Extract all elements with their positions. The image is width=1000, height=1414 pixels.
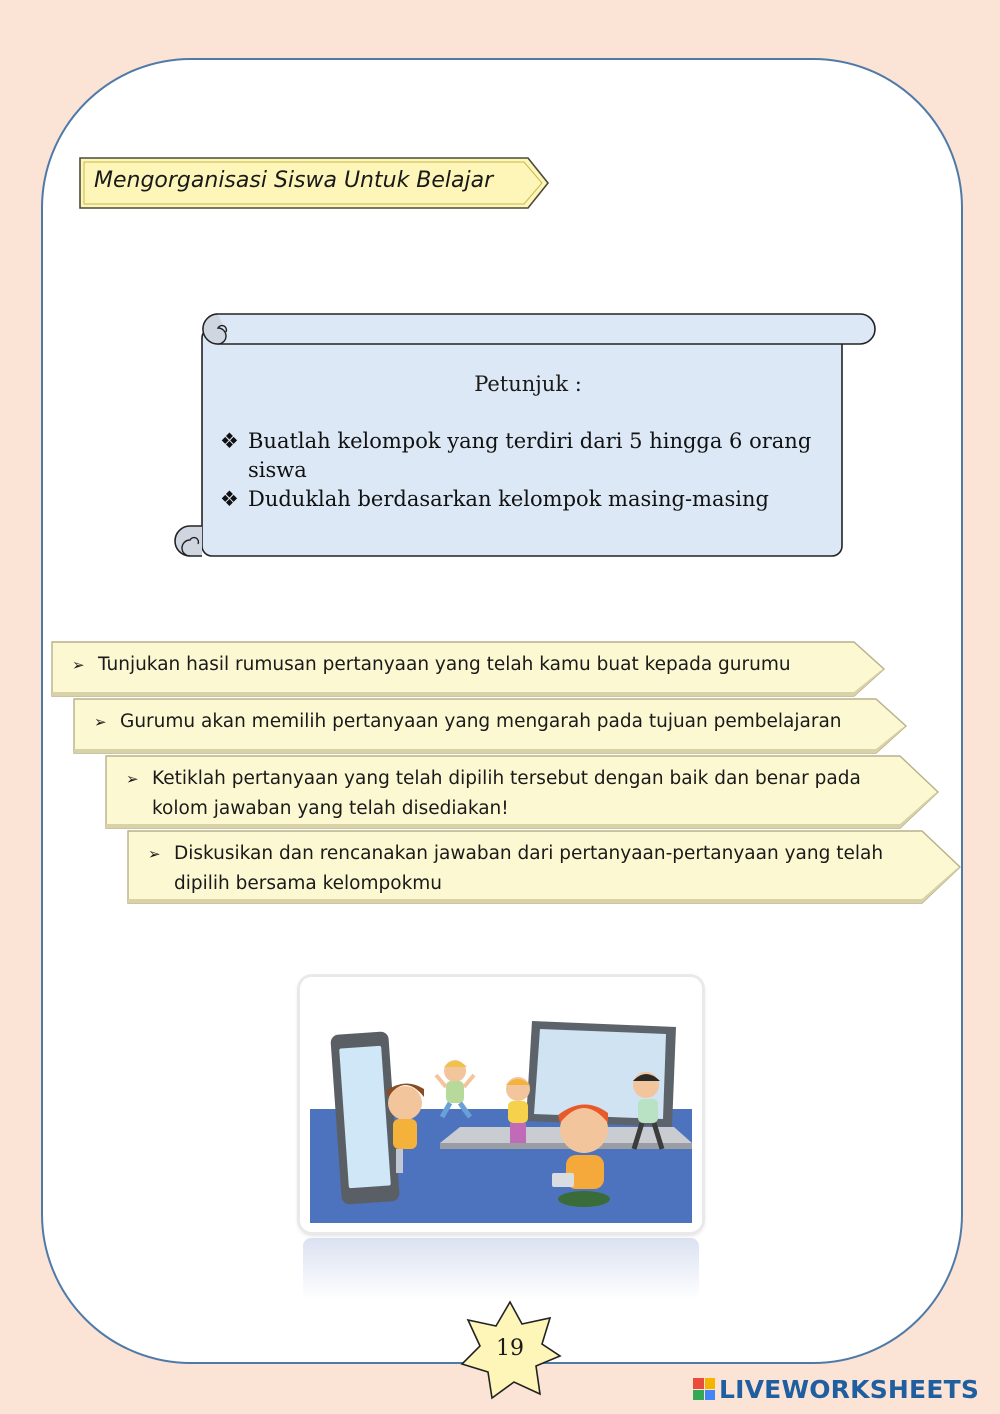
illustration-reflection: [303, 1238, 699, 1300]
instruction-scroll: [168, 312, 876, 562]
phone-icon: [330, 1031, 400, 1205]
instruction-item: [220, 485, 845, 514]
step-text: Gurumu akan memilih pertanyaan yang mengarah pada tujuan pembelajaran: [120, 711, 842, 732]
diamond-bullet-icon: ❖: [220, 429, 239, 453]
diamond-bullet-icon: ❖: [220, 487, 239, 511]
step-arrow-3: [104, 754, 940, 830]
instruction-text: Duduklah berdasarkan kelompok masing-masing: [248, 487, 769, 511]
step-text: Ketiklah pertanyaan yang telah dipilih tersebut dengan baik dan benar pada kolom jawaban yang telah disediakan!: [152, 768, 861, 819]
step-content: [72, 650, 852, 680]
illustration-graphic: [300, 977, 702, 1232]
students-devices-illustration: [300, 977, 702, 1232]
step-text: Diskusikan dan rencanakan jawaban dari pertanyaan-pertanyaan yang telah dipilih bersama kelompokmu: [174, 843, 884, 894]
step-arrow-1: [50, 640, 886, 698]
instruction-text: Buatlah kelompok yang terdiri dari 5 hingga 6 orang siswa: [248, 429, 812, 482]
step-arrow-4: [126, 829, 962, 905]
brand-name: LIVEWORKSHEETS: [719, 1374, 980, 1404]
section-title: Mengorganisasi Siswa Untuk Belajar: [94, 168, 494, 193]
arrow-bullet-icon: ➢: [94, 713, 107, 731]
instruction-item: [220, 427, 845, 485]
step-arrow-2: [72, 697, 908, 755]
instructions-heading: Petunjuk :: [474, 372, 582, 396]
step-text: Tunjukan hasil rumusan pertanyaan yang telah kamu buat kepada gurumu: [98, 654, 791, 675]
step-content: [94, 707, 884, 737]
page-number: 19: [496, 1336, 524, 1361]
arrow-bullet-icon: ➢: [148, 845, 161, 863]
instructions-list: [220, 427, 845, 514]
section-title-tag: [78, 156, 550, 210]
step-content: [148, 839, 938, 899]
liveworksheets-brand: [693, 1372, 979, 1406]
step-content: [126, 764, 866, 824]
arrow-bullet-icon: ➢: [72, 656, 85, 674]
liveworksheets-logo-icon: [693, 1378, 715, 1400]
arrow-bullet-icon: ➢: [126, 770, 139, 788]
